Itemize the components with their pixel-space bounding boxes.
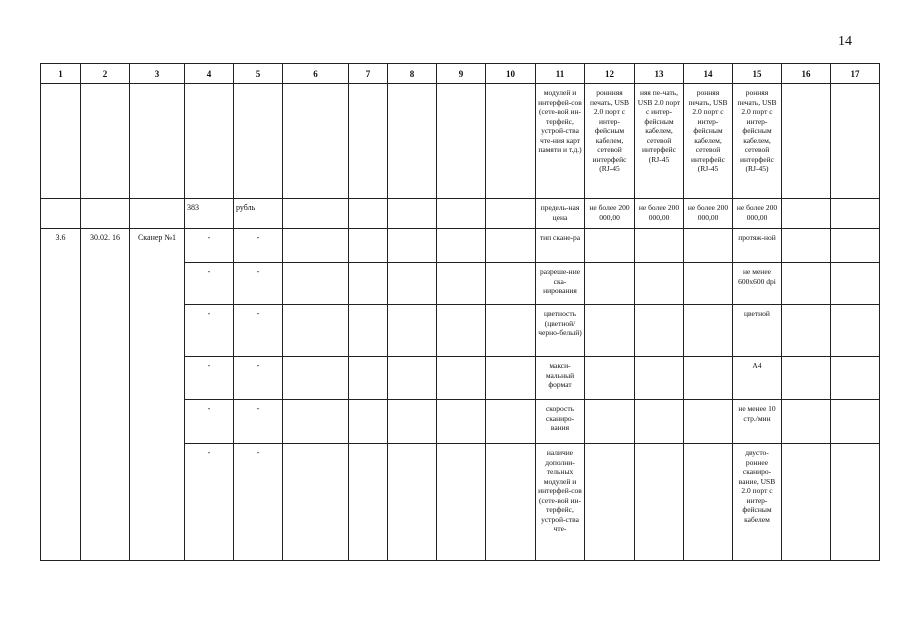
header-cell: 10 xyxy=(486,64,536,84)
cell-c11: цветность (цветной/ черно-белый) xyxy=(536,305,585,357)
header-cell: 8 xyxy=(388,64,437,84)
cell-unit: рубль xyxy=(234,199,283,229)
cell-c4: - xyxy=(185,305,234,357)
cell-c4: - xyxy=(185,263,234,305)
cell-date: 30.02. 16 xyxy=(81,229,130,561)
cell-c11: модулей и интерфей-сов (сете-вой ин-терфейс, устрой-ства чте-ния карт памяти и т.д.) xyxy=(536,84,585,199)
page-number: 14 xyxy=(838,34,852,49)
cell-item-number: 3.6 xyxy=(41,229,81,561)
cell-c15: ронняя печать, USB 2.0 порт с интер-фейсным кабелем, сетевой интерфейс (RJ-45) xyxy=(733,84,782,199)
header-cell: 3 xyxy=(130,64,185,84)
cell-c15: не более 200 000,00 xyxy=(733,199,782,229)
cell-c13: не более 200 000,00 xyxy=(635,199,684,229)
cell-c11: наличие дополни-тельных модулей и интерфей-сов (сете-вой ин-терфейс, устрой-ства чте- xyxy=(536,444,585,561)
cell-c15: протяж-ной xyxy=(733,229,782,263)
header-cell: 7 xyxy=(349,64,388,84)
header-cell: 6 xyxy=(283,64,349,84)
cell-c15: не менее 10 стр./мин xyxy=(733,400,782,444)
header-cell: 9 xyxy=(437,64,486,84)
table-row-continuation xyxy=(41,84,880,199)
table-row-scanner xyxy=(41,229,880,263)
cell-code: 383 xyxy=(185,199,234,229)
cell-c5: - xyxy=(234,305,283,357)
header-cell: 1 xyxy=(41,64,81,84)
cell-c5: - xyxy=(234,263,283,305)
header-cell: 12 xyxy=(585,64,635,84)
cell-c5: - xyxy=(234,229,283,263)
cell-c5: - xyxy=(234,357,283,400)
cell-c11: предель-ная цена xyxy=(536,199,585,229)
cell-c11: тип скане-ра xyxy=(536,229,585,263)
header-row xyxy=(41,64,880,84)
header-cell: 17 xyxy=(831,64,880,84)
cell-c11: макси-мальный формат xyxy=(536,357,585,400)
spec-table xyxy=(40,63,880,561)
table-row-price xyxy=(41,199,880,229)
cell-c11: разреше-ние ска-нирования xyxy=(536,263,585,305)
cell-item-name: Сканер №1 xyxy=(130,229,185,561)
cell-c15: не менее 600x600 dpi xyxy=(733,263,782,305)
header-cell: 16 xyxy=(782,64,831,84)
cell-c4: - xyxy=(185,229,234,263)
cell-c15: цветной xyxy=(733,305,782,357)
header-cell: 11 xyxy=(536,64,585,84)
cell-c14: ронняя печать, USB 2.0 порт с интер-фейсным кабелем, сетевой интерфейс (RJ-45 xyxy=(684,84,733,199)
header-cell: 4 xyxy=(185,64,234,84)
header-cell: 13 xyxy=(635,64,684,84)
cell-c4: - xyxy=(185,357,234,400)
cell-c12: роннняя печать, USB 2.0 порт с интер-фейсным кабелем, сетевой интерфейс (RJ-45 xyxy=(585,84,635,199)
header-cell: 5 xyxy=(234,64,283,84)
cell-c13: няя пе-чать, USB 2.0 порт с интер-фейсным кабелем, сетевой интерфейс (RJ-45 xyxy=(635,84,684,199)
cell-c15: А4 xyxy=(733,357,782,400)
cell-c4: - xyxy=(185,400,234,444)
header-cell: 2 xyxy=(81,64,130,84)
cell-c15: двусто-роннее сканиро-вание, USB 2.0 порт с интер-фейсным кабелем xyxy=(733,444,782,561)
cell-c5: - xyxy=(234,444,283,561)
cell-c11: скорость сканиро-вания xyxy=(536,400,585,444)
cell-c4: - xyxy=(185,444,234,561)
header-cell: 15 xyxy=(733,64,782,84)
cell-c5: - xyxy=(234,400,283,444)
cell-c12: не более 200 000,00 xyxy=(585,199,635,229)
cell-c14: не более 200 000,00 xyxy=(684,199,733,229)
header-cell: 14 xyxy=(684,64,733,84)
